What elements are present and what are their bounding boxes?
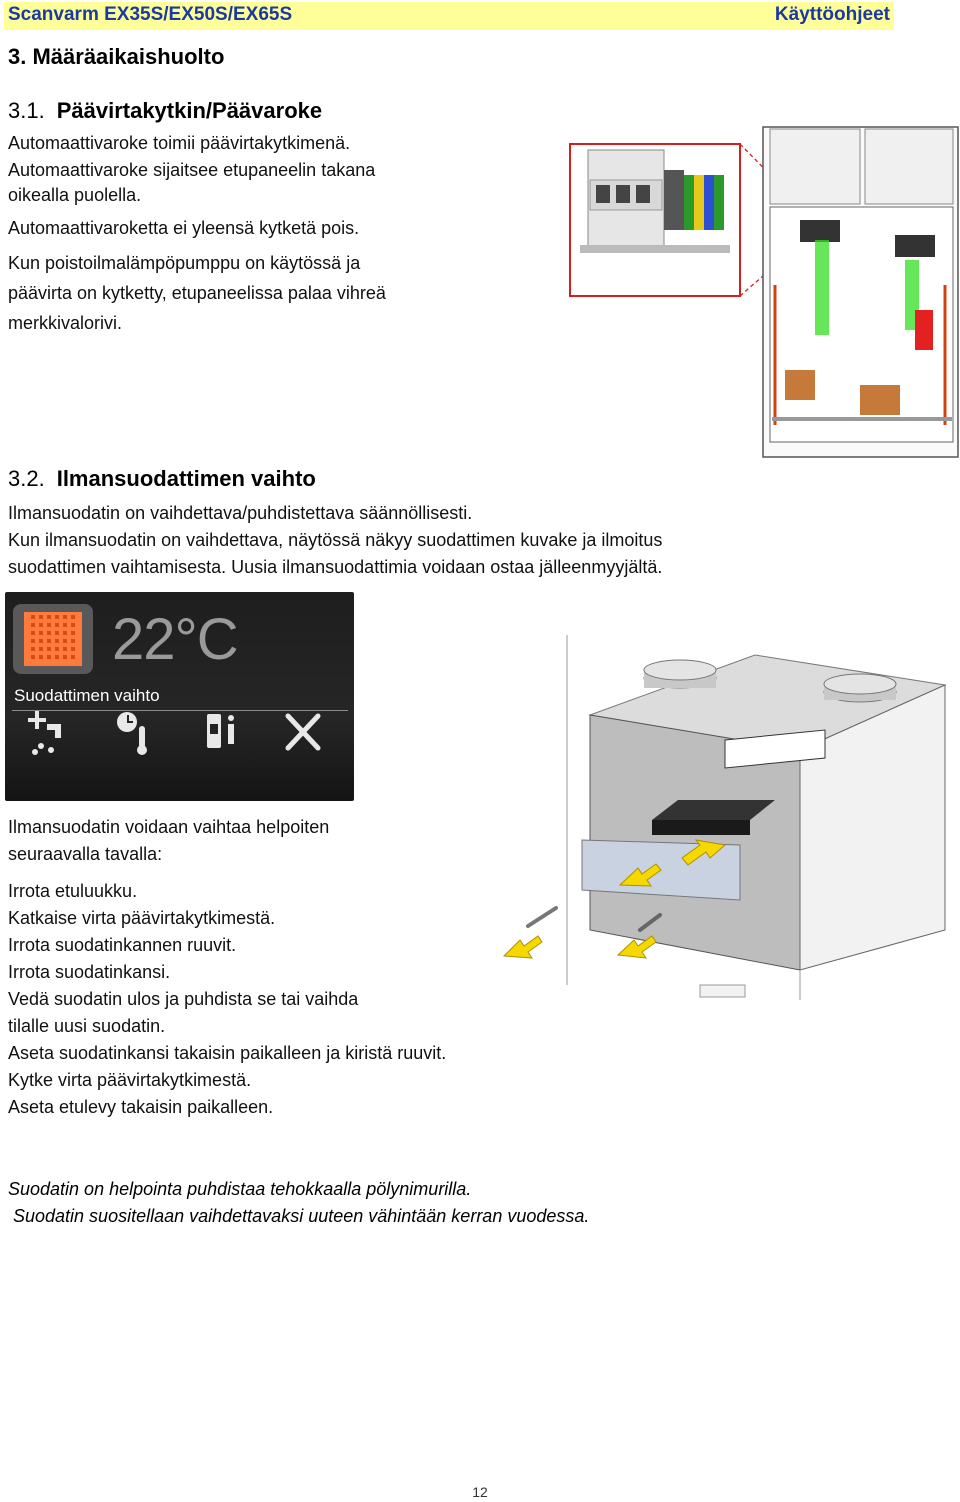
note-line: Suodatin suositellaan vaihdettavaksi uuteen vähintään kerran vuodessa. (8, 1206, 590, 1226)
step-item: Irrota suodatinkannen ruuvit. (8, 935, 237, 955)
temperature-readout: 22°C (112, 607, 238, 672)
section-title: Päävirtakytkin/Päävaroke (56, 98, 323, 123)
display-icon-row (25, 710, 335, 760)
paragraph-line: suodattimen vaihtamisesta. Uusia ilmansuodattimia voidaan ostaa jälleenmyyjältä. (8, 557, 663, 577)
filter-removal-illustration (560, 630, 955, 1005)
section-3-2-body (8, 500, 948, 581)
led-indicator (815, 240, 829, 335)
paragraph-line: Automaattivaroketta ei yleensä kytketä pois. (8, 218, 360, 238)
section-title: Ilmansuodattimen vaihto (56, 466, 316, 491)
step-item: tilalle uusi suodatin. (8, 1016, 166, 1036)
info-icon (207, 714, 234, 748)
paragraph-line: Automaattivaroke toimii päävirtakytkimenä. (8, 133, 351, 153)
add-water-icon (28, 711, 61, 755)
filter-change-message: Suodattimen vaihto (14, 686, 160, 705)
step-item: Irrota etuluukku. (8, 881, 138, 901)
section-number: 3.1. (8, 98, 45, 123)
steps-intro: Ilmansuodatin voidaan vaihtaa helpoiten (8, 817, 330, 837)
chapter-heading: 3. Määräaikaishuolto (8, 44, 225, 69)
paragraph-line: Kun poistoilmalämpöpumppu on käytössä ja (8, 253, 361, 273)
section-heading-3-1 (8, 98, 322, 124)
paragraph-line: Kun ilmansuodatin on vaihdettava, näytössä näkyy suodattimen kuvake ja ilmoitus (8, 530, 663, 550)
paragraph-line: Automaattivaroke sijaitsee etupaneelin takana (8, 160, 376, 180)
clock-thermometer-icon (117, 712, 147, 755)
paragraph-line: merkkivalorivi. (8, 313, 123, 333)
step-item: Vedä suodatin ulos ja puhdista se tai vaihda (8, 989, 359, 1009)
filter-icon (13, 604, 93, 674)
unit-front-view (763, 127, 958, 457)
step-item: Katkaise virta päävirtakytkimestä. (8, 908, 276, 928)
paragraph-line: oikealla puolella. (8, 185, 142, 205)
document-title: Scanvarm EX35S/EX50S/EX65S (8, 4, 293, 25)
section-3-1-body (8, 130, 548, 338)
paragraph-line: Ilmansuodatin on vaihdettava/puhdistettava säännöllisesti. (8, 503, 473, 523)
step-item: Aseta etulevy takaisin paikalleen. (8, 1097, 274, 1117)
step-item: Kytke virta päävirtakytkimestä. (8, 1070, 252, 1090)
section-heading-3-2 (8, 466, 316, 492)
tools-icon (288, 716, 318, 748)
page-number: 12 (472, 1484, 488, 1500)
note-line: Suodatin on helpointa puhdistaa tehokkaalla pölynimurilla. (8, 1179, 472, 1199)
main-switch-illustration (560, 125, 960, 460)
document-type: Käyttöohjeet (774, 4, 890, 25)
notes-block (8, 1176, 908, 1230)
step-item: Irrota suodatinkansi. (8, 962, 171, 982)
step-item: Aseta suodatinkansi takaisin paikalleen ja kiristä ruuvit. (8, 1043, 447, 1063)
steps-block (8, 814, 568, 1121)
section-number: 3.2. (8, 466, 45, 491)
steps-intro: seuraavalla tavalla: (8, 844, 163, 864)
paragraph-line: päävirta on kytketty, etupaneelissa palaa vihreä (8, 283, 386, 303)
